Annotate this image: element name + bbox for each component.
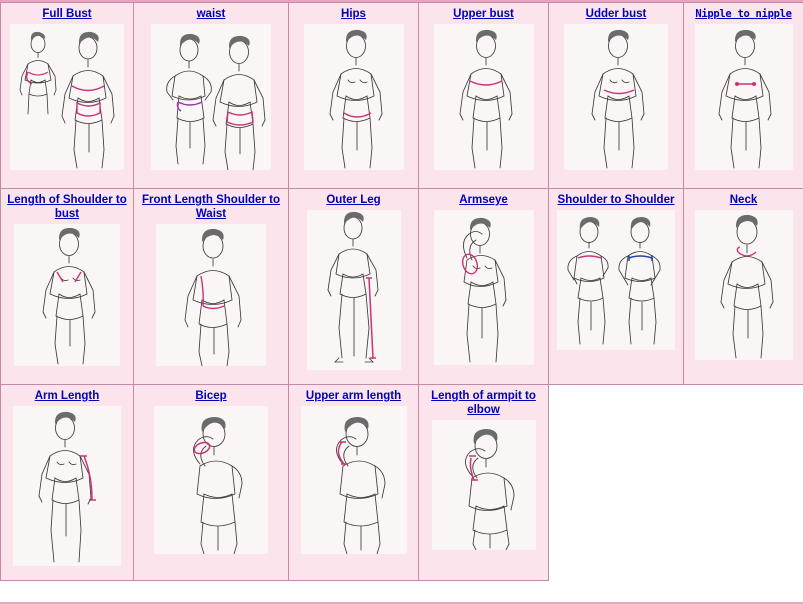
cell-label-hips: Hips [341, 8, 366, 20]
illustration-figure-shoulder-to-bust [14, 224, 120, 366]
figure-hips [304, 24, 404, 170]
cell-armseye [419, 189, 549, 385]
illustration-figure-armpit-to-elbow [432, 420, 536, 550]
illustration-figure-front-length [156, 224, 266, 366]
cell-label-neck: Neck [729, 194, 758, 206]
illustration-figure-under-bust [564, 24, 668, 170]
table-row [1, 189, 803, 385]
cell-full-bust [1, 3, 134, 189]
figure-armpit-to-elbow [432, 420, 536, 550]
cell-label-outer-leg: Outer Leg [326, 194, 381, 206]
figure-neck [695, 210, 793, 360]
illustration-figure-upper-bust [434, 24, 534, 170]
illustration-figure-neck [695, 210, 793, 360]
cell-label-arm-length: Arm Length [34, 390, 100, 402]
cell-label-udder-bust: Udder bust [585, 8, 647, 20]
figure-armseye [434, 210, 534, 365]
figure-arm-length [13, 406, 121, 566]
illustration-figure-arm-length [13, 406, 121, 566]
illustration-figure-bicep-back [154, 406, 268, 554]
cell-armpit-to-elbow [419, 385, 549, 581]
figure-upper-bust [434, 24, 534, 170]
cell-shoulder-to-bust [1, 189, 134, 385]
figure-shoulder-to-shoulder [557, 210, 675, 350]
cell-outer-leg [289, 189, 419, 385]
figure-waist [151, 24, 271, 170]
cell-upper-arm-length [289, 385, 419, 581]
cell-label-armseye: Armseye [459, 194, 508, 206]
cell-waist [134, 3, 289, 189]
table-row [1, 385, 803, 581]
cell-label-shoulder-to-shoulder: Shoulder to Shoulder [557, 194, 675, 206]
illustration-two-figures-waist [151, 24, 271, 170]
figure-under-bust [564, 24, 668, 170]
illustration-figure-hips [304, 24, 404, 170]
cell-nipple-to-nipple [684, 3, 803, 189]
figure-full-bust [10, 24, 124, 170]
cell-label-front-length: Front Length Shoulder to Waist [142, 194, 280, 220]
table-row [1, 3, 803, 189]
figure-front-length [156, 224, 266, 366]
cell-label-bicep: Bicep [195, 390, 227, 402]
cell-bicep [134, 385, 289, 581]
cell-label-waist: waist [196, 8, 226, 20]
cell-udder-bust [549, 3, 684, 189]
cell-hips [289, 3, 419, 189]
figure-outer-leg [307, 210, 401, 370]
cell-arm-length [1, 385, 134, 581]
cell-blank [549, 385, 803, 581]
cell-label-upper-arm-length: Upper arm length [305, 390, 402, 402]
figure-upper-arm-length [301, 406, 407, 554]
cell-label-shoulder-to-bust: Length of Shoulder to bust [7, 194, 127, 220]
illustration-figure-outer-leg [307, 210, 401, 370]
figure-shoulder-to-bust [14, 224, 120, 366]
illustration-two-figures-front-bust [10, 24, 124, 170]
illustration-figure-upper-arm-back [301, 406, 407, 554]
illustration-figure-armseye [434, 210, 534, 365]
cell-label-full-bust: Full Bust [42, 8, 92, 20]
illustration-figure-nipple-to-nipple [695, 24, 793, 170]
cell-upper-bust [419, 3, 549, 189]
cell-label-nipple-to-nipple: Nipple to nipple [695, 8, 792, 20]
cell-label-upper-bust: Upper bust [453, 8, 514, 20]
figure-bicep [154, 406, 268, 554]
figure-nipple-to-nipple [695, 24, 793, 170]
cell-front-length [134, 189, 289, 385]
measurement-grid [0, 2, 803, 581]
cell-label-armpit-to-elbow: Length of armpit to elbow [431, 390, 536, 416]
cell-neck [684, 189, 803, 385]
illustration-two-figures-back-shoulder [557, 210, 675, 350]
cell-label-blank [550, 479, 803, 486]
cell-shoulder-to-shoulder [549, 189, 684, 385]
